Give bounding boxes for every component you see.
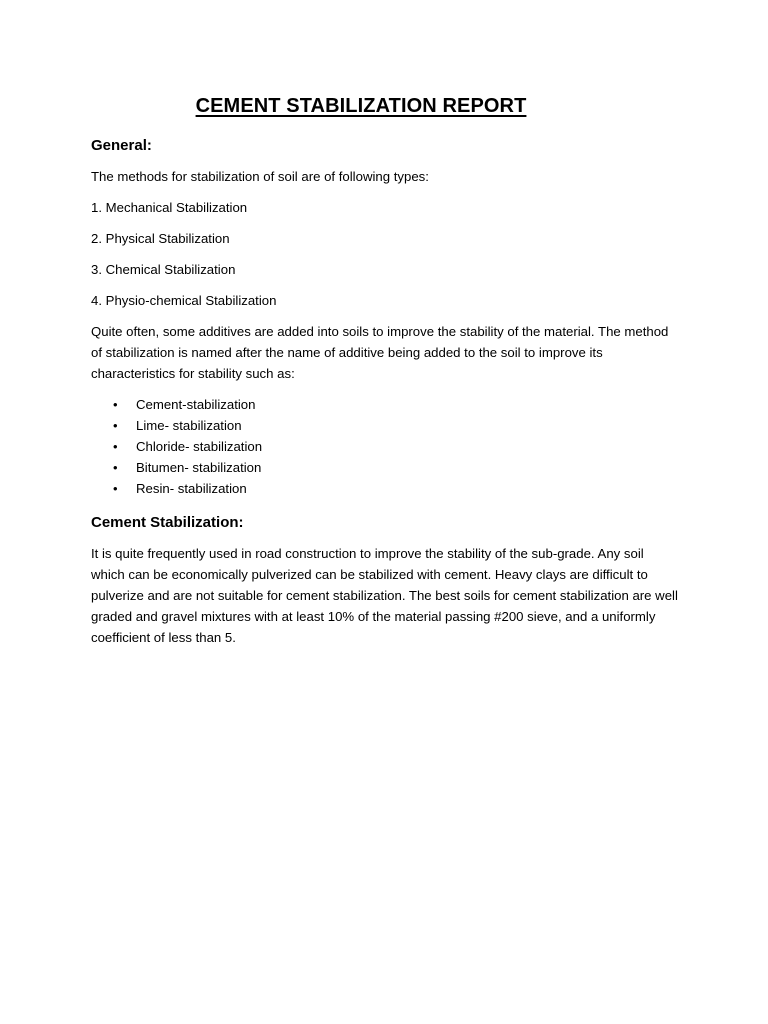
document-title: CEMENT STABILIZATION REPORT — [195, 95, 527, 117]
list-item-label: Bitumen- stabilization — [136, 460, 262, 475]
cement-stabilization-heading: Cement Stabilization: — [91, 514, 244, 531]
list-item — [91, 457, 681, 478]
list-item — [91, 478, 681, 499]
bullet-icon: • — [113, 460, 118, 475]
list-item-label: Cement-stabilization — [136, 397, 256, 412]
general-heading: General: — [91, 137, 152, 154]
method-item: 1. Mechanical Stabilization — [91, 200, 248, 215]
method-item: 4. Physio-chemical Stabilization — [91, 293, 277, 308]
cement-stabilization-paragraph: It is quite frequently used in road construction to improve the stability of the sub-grade. Any soil which can be economically pulverized can be stabilized with cement. Heavy clays are difficult to pulverize and are not suitable for cement stabilization. The best soils for cement stabilization are well graded and gravel mixtures with at least 10% of the material passing #200 sieve, and a uniformly coefficient of less than 5. — [91, 546, 678, 645]
bullet-icon: • — [113, 481, 118, 496]
list-item-label: Resin- stabilization — [136, 481, 247, 496]
method-item: 2. Physical Stabilization — [91, 231, 230, 246]
method-item: 3. Chemical Stabilization — [91, 262, 236, 277]
bullet-icon: • — [113, 418, 118, 433]
bullet-icon: • — [113, 439, 118, 454]
bullet-icon: • — [113, 397, 118, 412]
additives-paragraph: Quite often, some additives are added into soils to improve the stability of the material. The method of stabilization is named after the name of additive being added to the soil to improve its characteristics for stability such as: — [91, 324, 669, 381]
document-body — [91, 136, 681, 658]
list-item-label: Lime- stabilization — [136, 418, 242, 433]
list-item — [91, 394, 681, 415]
list-item — [91, 436, 681, 457]
list-item-label: Chloride- stabilization — [136, 439, 263, 454]
list-item — [91, 415, 681, 436]
general-intro: The methods for stabilization of soil are of following types: — [91, 169, 429, 184]
additive-types-list — [91, 394, 681, 499]
